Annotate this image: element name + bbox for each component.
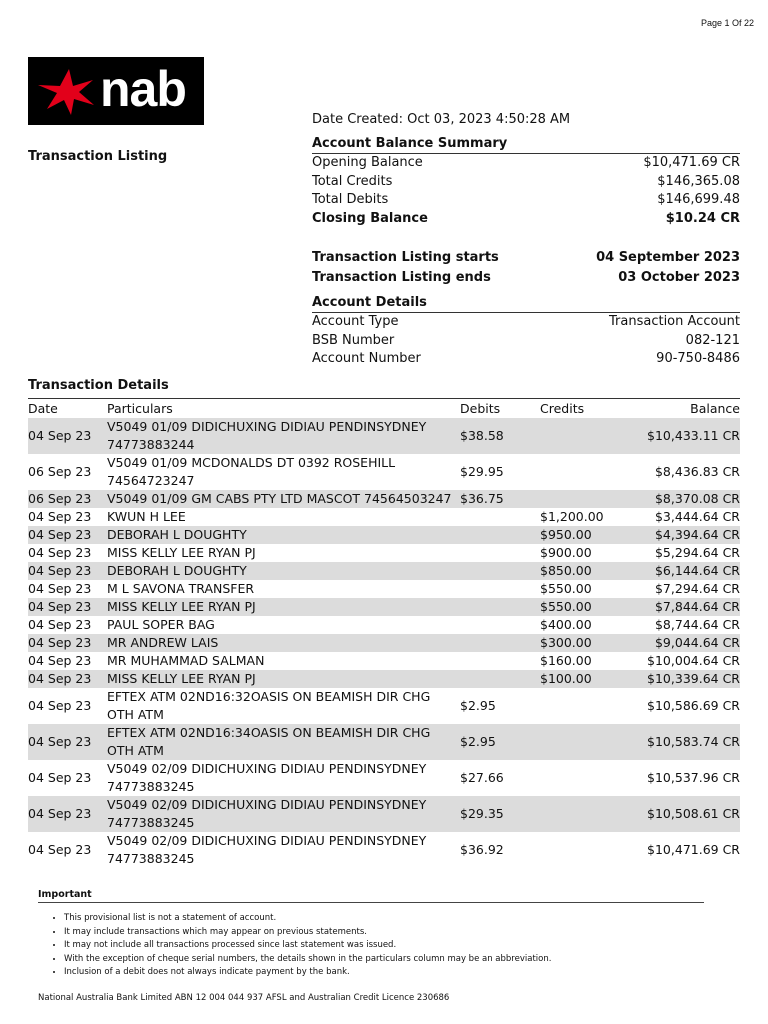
cell-credit: $300.00	[540, 634, 620, 652]
cell-date: 06 Sep 23	[28, 464, 92, 479]
summary-row-closing: Closing Balance $10.24 CR	[312, 210, 740, 226]
column-header-debits: Debits	[460, 399, 540, 419]
table-row	[28, 526, 740, 544]
transaction-table	[28, 398, 740, 868]
cell-balance: $10,433.11 CR	[620, 418, 740, 454]
cell-date: 04 Sep 23	[28, 796, 107, 832]
cell-credit	[540, 724, 620, 760]
cell-particulars: PAUL SOPER BAG	[107, 617, 215, 632]
note-item: • This provisional list is not a statement of account.	[64, 912, 551, 926]
cell-particulars: EFTEX ATM 02ND16:34OASIS ON BEAMISH DIR CHG OTH ATM	[107, 724, 460, 760]
cell-balance: $10,339.64 CR	[620, 670, 740, 688]
cell-date: 04 Sep 23	[28, 418, 107, 454]
star-icon	[36, 68, 98, 116]
account-detail-row: Account Number 90-750-8486	[312, 351, 740, 366]
transaction-details-heading: Transaction Details	[28, 378, 169, 393]
cell-debit	[460, 616, 540, 634]
cell-debit	[460, 526, 540, 544]
table-row	[28, 634, 740, 652]
table-row	[28, 832, 740, 868]
page-number: Page 1 Of 22	[700, 18, 754, 28]
cell-credit	[540, 832, 620, 868]
cell-balance: $5,294.64 CR	[654, 545, 740, 560]
cell-balance: $10,586.69 CR	[647, 698, 740, 713]
cell-debit	[460, 580, 540, 598]
table-header-row	[28, 399, 740, 419]
cell-particulars: V5049 02/09 DIDICHUXING DIDIAU PENDINSYDNEY 74773883245	[107, 833, 427, 866]
cell-debit	[460, 598, 540, 616]
cell-particulars: M L SAVONA TRANSFER	[107, 581, 255, 596]
table-row	[28, 670, 740, 688]
column-header-particulars: Particulars	[107, 399, 460, 419]
note-item: • It may include transactions which may appear on previous statements.	[64, 926, 551, 940]
cell-balance: $10,471.69 CR	[647, 842, 740, 857]
important-notes	[38, 912, 551, 980]
cell-particulars: MISS KELLY LEE RYAN PJ	[107, 545, 256, 560]
cell-date: 04 Sep 23	[28, 653, 92, 668]
table-row	[28, 760, 740, 796]
cell-particulars: MR ANDREW LAIS	[107, 634, 460, 652]
summary-row: Opening Balance $10,471.69 CR	[312, 155, 740, 170]
listing-period	[312, 248, 740, 288]
cell-date: 04 Sep 23	[28, 670, 107, 688]
column-header-balance: Balance	[620, 399, 740, 419]
note-item: • With the exception of cheque serial numbers, the details shown in the particulars column may be an abbreviation.	[64, 953, 551, 967]
cell-debit: $36.75	[460, 490, 540, 508]
account-detail-row: Account Type Transaction Account	[312, 314, 740, 329]
summary-row: Total Debits $146,699.48	[312, 192, 740, 207]
note-item: • It may not include all transactions processed since last statement was issued.	[64, 939, 551, 953]
cell-particulars: KWUN H LEE	[107, 509, 186, 524]
cell-credit: $400.00	[540, 617, 592, 632]
cell-balance: $10,583.74 CR	[620, 724, 740, 760]
summary-heading: Account Balance Summary	[312, 135, 740, 154]
cell-credit: $950.00	[540, 526, 620, 544]
cell-debit	[460, 562, 540, 580]
account-details	[312, 294, 740, 369]
cell-debit: $27.66	[460, 770, 504, 785]
cell-balance: $7,294.64 CR	[654, 581, 740, 596]
cell-debit: $36.92	[460, 842, 504, 857]
cell-particulars: V5049 01/09 MCDONALDS DT 0392 ROSEHILL 74564723247	[107, 455, 396, 488]
note-item: • Inclusion of a debit does not always indicate payment by the bank.	[64, 966, 551, 980]
cell-date: 04 Sep 23	[28, 526, 107, 544]
cell-date: 04 Sep 23	[28, 617, 92, 632]
cell-balance: $8,744.64 CR	[654, 617, 740, 632]
account-detail-row: BSB Number 082-121	[312, 332, 740, 348]
cell-credit	[540, 760, 620, 796]
cell-balance: $9,044.64 CR	[620, 634, 740, 652]
table-row	[28, 598, 740, 616]
cell-date: 04 Sep 23	[28, 545, 92, 560]
cell-credit: $550.00	[540, 598, 620, 616]
cell-particulars: MISS KELLY LEE RYAN PJ	[107, 598, 460, 616]
cell-particulars: V5049 02/09 DIDICHUXING DIDIAU PENDINSYDNEY 74773883245	[107, 796, 460, 832]
cell-balance: $10,004.64 CR	[647, 653, 740, 668]
important-heading: Important	[38, 889, 704, 903]
cell-credit	[540, 688, 620, 724]
cell-date: 04 Sep 23	[28, 842, 92, 857]
document-title: Transaction Listing	[28, 149, 168, 164]
table-row	[28, 796, 740, 832]
cell-debit: $38.58	[460, 418, 540, 454]
cell-credit	[540, 490, 620, 508]
cell-particulars: MR MUHAMMAD SALMAN	[107, 653, 265, 668]
table-row	[28, 508, 740, 526]
cell-credit: $550.00	[540, 581, 592, 596]
listing-ends: Transaction Listing ends 03 October 2023	[312, 270, 740, 285]
cell-credit	[540, 796, 620, 832]
cell-balance: $4,394.64 CR	[620, 526, 740, 544]
cell-date: 04 Sep 23	[28, 770, 92, 785]
cell-particulars: MISS KELLY LEE RYAN PJ	[107, 670, 460, 688]
cell-credit: $160.00	[540, 653, 592, 668]
cell-credit: $850.00	[540, 562, 620, 580]
cell-credit	[540, 454, 620, 490]
cell-debit	[460, 652, 540, 670]
cell-balance: $8,370.08 CR	[620, 490, 740, 508]
cell-date: 04 Sep 23	[28, 724, 107, 760]
cell-date: 04 Sep 23	[28, 562, 107, 580]
logo-text: nab	[100, 61, 186, 117]
table-row	[28, 724, 740, 760]
cell-date: 04 Sep 23	[28, 598, 107, 616]
cell-particulars: V5049 02/09 DIDICHUXING DIDIAU PENDINSYDNEY 74773883245	[107, 761, 427, 794]
table-row	[28, 562, 740, 580]
cell-debit: $2.95	[460, 724, 540, 760]
table-row	[28, 688, 740, 724]
cell-credit	[540, 418, 620, 454]
summary-row: Total Credits $146,365.08	[312, 173, 740, 189]
cell-particulars: V5049 01/09 GM CABS PTY LTD MASCOT 74564503247	[107, 490, 460, 508]
cell-debit	[460, 508, 540, 526]
cell-debit: $2.95	[460, 698, 496, 713]
table-row	[28, 580, 740, 598]
table-row	[28, 616, 740, 634]
cell-balance: $6,144.64 CR	[620, 562, 740, 580]
cell-particulars: DEBORAH L DOUGHTY	[107, 562, 460, 580]
cell-credit: $100.00	[540, 670, 620, 688]
table-row	[28, 652, 740, 670]
cell-date: 04 Sep 23	[28, 581, 92, 596]
cell-balance: $8,436.83 CR	[654, 464, 740, 479]
table-row	[28, 490, 740, 508]
cell-debit	[460, 544, 540, 562]
cell-date: 04 Sep 23	[28, 509, 92, 524]
cell-credit: $1,200.00	[540, 509, 604, 524]
cell-credit: $900.00	[540, 545, 592, 560]
cell-balance: $3,444.64 CR	[654, 509, 740, 524]
cell-balance: $10,508.61 CR	[620, 796, 740, 832]
cell-date: 06 Sep 23	[28, 490, 107, 508]
cell-date: 04 Sep 23	[28, 698, 92, 713]
nab-logo	[28, 57, 204, 125]
cell-date: 04 Sep 23	[28, 634, 107, 652]
table-row	[28, 418, 740, 454]
date-created: Date Created: Oct 03, 2023 4:50:28 AM	[312, 112, 571, 127]
cell-debit: $29.35	[460, 796, 540, 832]
column-header-date: Date	[28, 399, 107, 419]
table-row	[28, 454, 740, 490]
cell-debit: $29.95	[460, 464, 504, 479]
cell-debit	[460, 634, 540, 652]
account-details-heading: Account Details	[312, 294, 740, 313]
cell-particulars: V5049 01/09 DIDICHUXING DIDIAU PENDINSYDNEY 74773883244	[107, 418, 460, 454]
column-header-credits: Credits	[540, 399, 620, 419]
cell-debit	[460, 670, 540, 688]
cell-particulars: EFTEX ATM 02ND16:32OASIS ON BEAMISH DIR CHG OTH ATM	[107, 689, 431, 722]
table-row	[28, 544, 740, 562]
cell-particulars: DEBORAH L DOUGHTY	[107, 526, 460, 544]
listing-starts: Transaction Listing starts 04 September 2023	[312, 250, 740, 265]
footer-legal: National Australia Bank Limited ABN 12 004 044 937 AFSL and Australian Credit Licence 230686	[38, 993, 450, 1003]
account-balance-summary	[312, 135, 740, 228]
cell-balance: $7,844.64 CR	[620, 598, 740, 616]
cell-balance: $10,537.96 CR	[647, 770, 740, 785]
